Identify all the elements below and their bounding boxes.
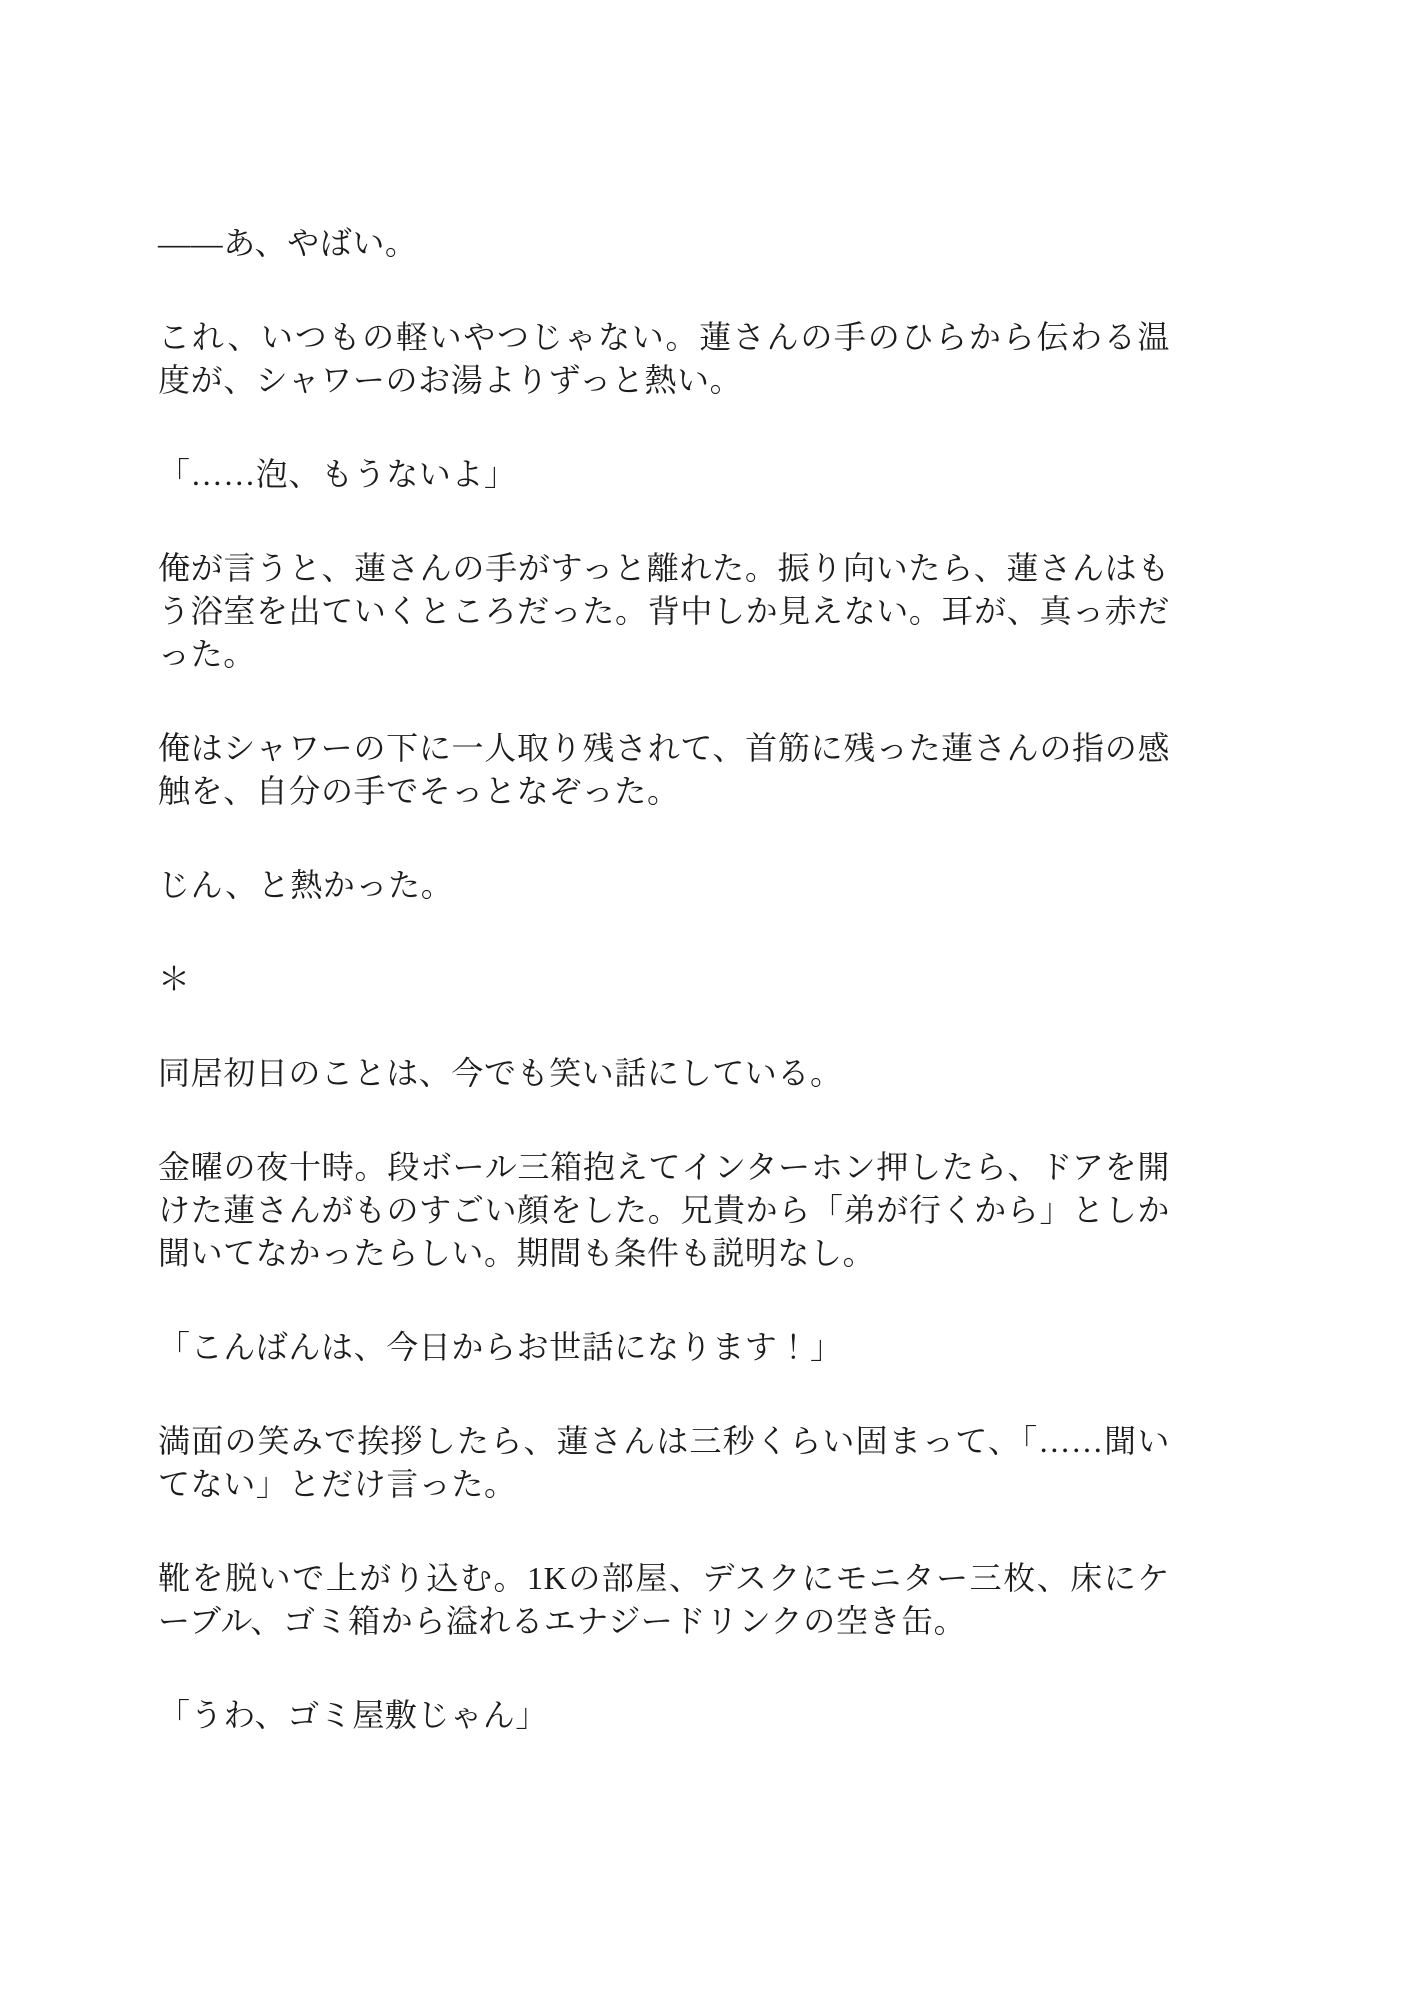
paragraph: ――あ、やばい。	[158, 225, 418, 261]
paragraph: 「……泡、もうないよ」	[158, 456, 517, 492]
paragraph: 金曜の夜十時。段ボール三箱抱えてインターホン押したら、ドアを開けた蓮さんがものすごい顔をした。兄貴から「弟が行くから」としか聞いてなかったらしい。期間も条件も説明なし。	[158, 1149, 1170, 1271]
paragraph: 「こんばんは、今日からお世話になります！」	[158, 1329, 843, 1365]
paragraph: 俺はシャワーの下に一人取り残されて、首筋に残った蓮さんの指の感触を、自分の手でそっとなぞった。	[158, 730, 1170, 809]
text-column	[158, 222, 1170, 1737]
paragraph: 「うわ、ゴミ屋敷じゃん」	[158, 1697, 548, 1733]
paragraph: ＊	[158, 961, 191, 997]
paragraph: 靴を脱いで上がり込む。1Kの部屋、デスクにモニター三枚、床にケーブル、ゴミ箱から溢れるエナジードリンクの空き缶。	[158, 1560, 1170, 1639]
paragraph: 俺が言うと、蓮さんの手がすっと離れた。振り向いたら、蓮さんはもう浴室を出ていくところだった。背中しか見えない。耳が、真っ赤だった。	[158, 550, 1170, 672]
paragraph: これ、いつもの軽いやつじゃない。蓮さんの手のひらから伝わる温度が、シャワーのお湯よりずっと熱い。	[158, 319, 1170, 398]
paragraph: 満面の笑みで挨拶したら、蓮さんは三秒くらい固まって、「……聞いてない」とだけ言った。	[158, 1423, 1170, 1502]
paragraph: じん、と熱かった。	[158, 867, 454, 903]
paragraph: 同居初日のことは、今でも笑い話にしている。	[158, 1055, 843, 1091]
